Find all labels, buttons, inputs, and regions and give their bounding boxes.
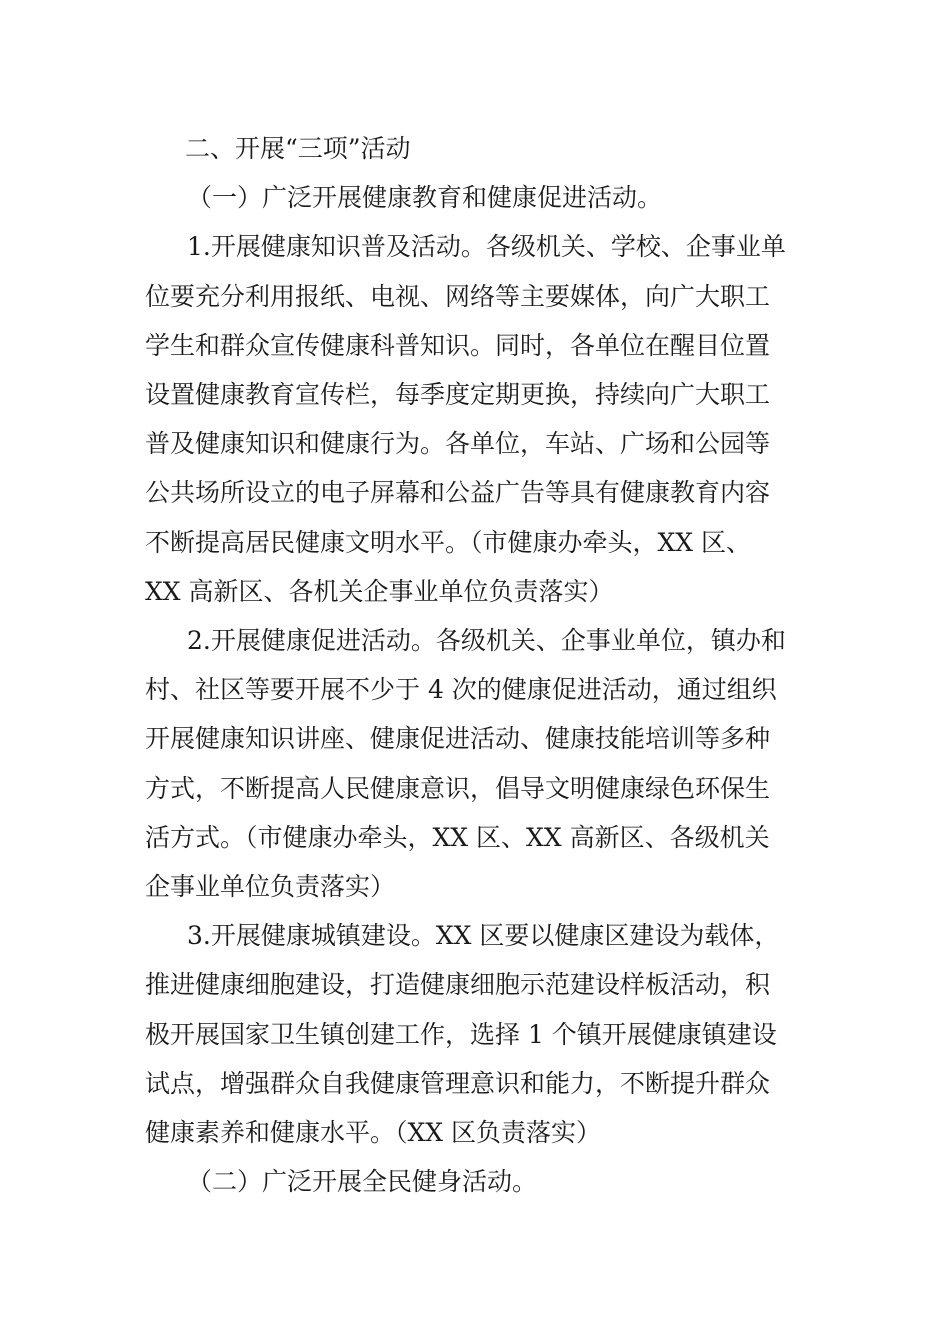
paragraph-line: 企事业单位负责落实） — [145, 872, 396, 902]
subsection-heading-1: （一）广泛开展健康教育和健康促进活动。 — [187, 183, 663, 213]
paragraph-3 — [145, 911, 810, 1157]
paragraph-2 — [145, 616, 810, 911]
paragraph-line: 公共场所设立的电子屏幕和公益广告等具有健康教育内容 — [145, 478, 771, 508]
paragraph-line: 1.开展健康知识普及活动。各级机关、学校、企事业单 — [187, 232, 786, 262]
paragraph-line: 位要充分利用报纸、电视、网络等主要媒体，向广大职工 — [145, 281, 771, 311]
subsection-heading-2: （二）广泛开展全民健身活动。 — [187, 1167, 538, 1197]
paragraph-line: 活方式。（市健康办牵头，XX 区、XX 高新区、各级机关 — [145, 822, 770, 852]
paragraph-line: 普及健康知识和健康行为。各单位，车站、广场和公园等 — [145, 429, 771, 459]
paragraph-line: 学生和群众宣传健康科普知识。同时，各单位在醒目位置 — [145, 330, 771, 360]
paragraph-line: XX 高新区、各机关企事业单位负责落实） — [145, 576, 614, 606]
paragraph-line: 方式，不断提高人民健康意识，倡导文明健康绿色环保生 — [145, 773, 771, 803]
paragraph-line: 极开展国家卫生镇创建工作，选择 1 个镇开展健康镇建设 — [145, 1019, 777, 1049]
paragraph-line: 试点，增强群众自我健康管理意识和能力，不断提升群众 — [145, 1068, 771, 1098]
paragraph-line: 推进健康细胞建设，打造健康细胞示范建设样板活动，积 — [145, 970, 771, 1000]
paragraph-1 — [145, 222, 810, 616]
paragraph-line: 不断提高居民健康文明水平。（市健康办牵头，XX 区、 — [145, 527, 752, 557]
document-body — [145, 124, 810, 1206]
paragraph-line: 设置健康教育宣传栏，每季度定期更换，持续向广大职工 — [145, 380, 771, 410]
paragraph-line: 开展健康知识讲座、健康促进活动、健康技能培训等多种 — [145, 724, 771, 754]
paragraph-line: 健康素养和健康水平。（XX 区负责落实） — [145, 1118, 602, 1148]
paragraph-line: 3.开展健康城镇建设。XX 区要以健康区建设为载体， — [187, 921, 780, 951]
paragraph-line: 村、社区等要开展不少于 4 次的健康促进活动，通过组织 — [145, 675, 777, 705]
section-heading: 二、开展“三项”活动 — [185, 134, 411, 163]
paragraph-line: 2.开展健康促进活动。各级机关、企事业单位，镇办和 — [187, 626, 786, 656]
